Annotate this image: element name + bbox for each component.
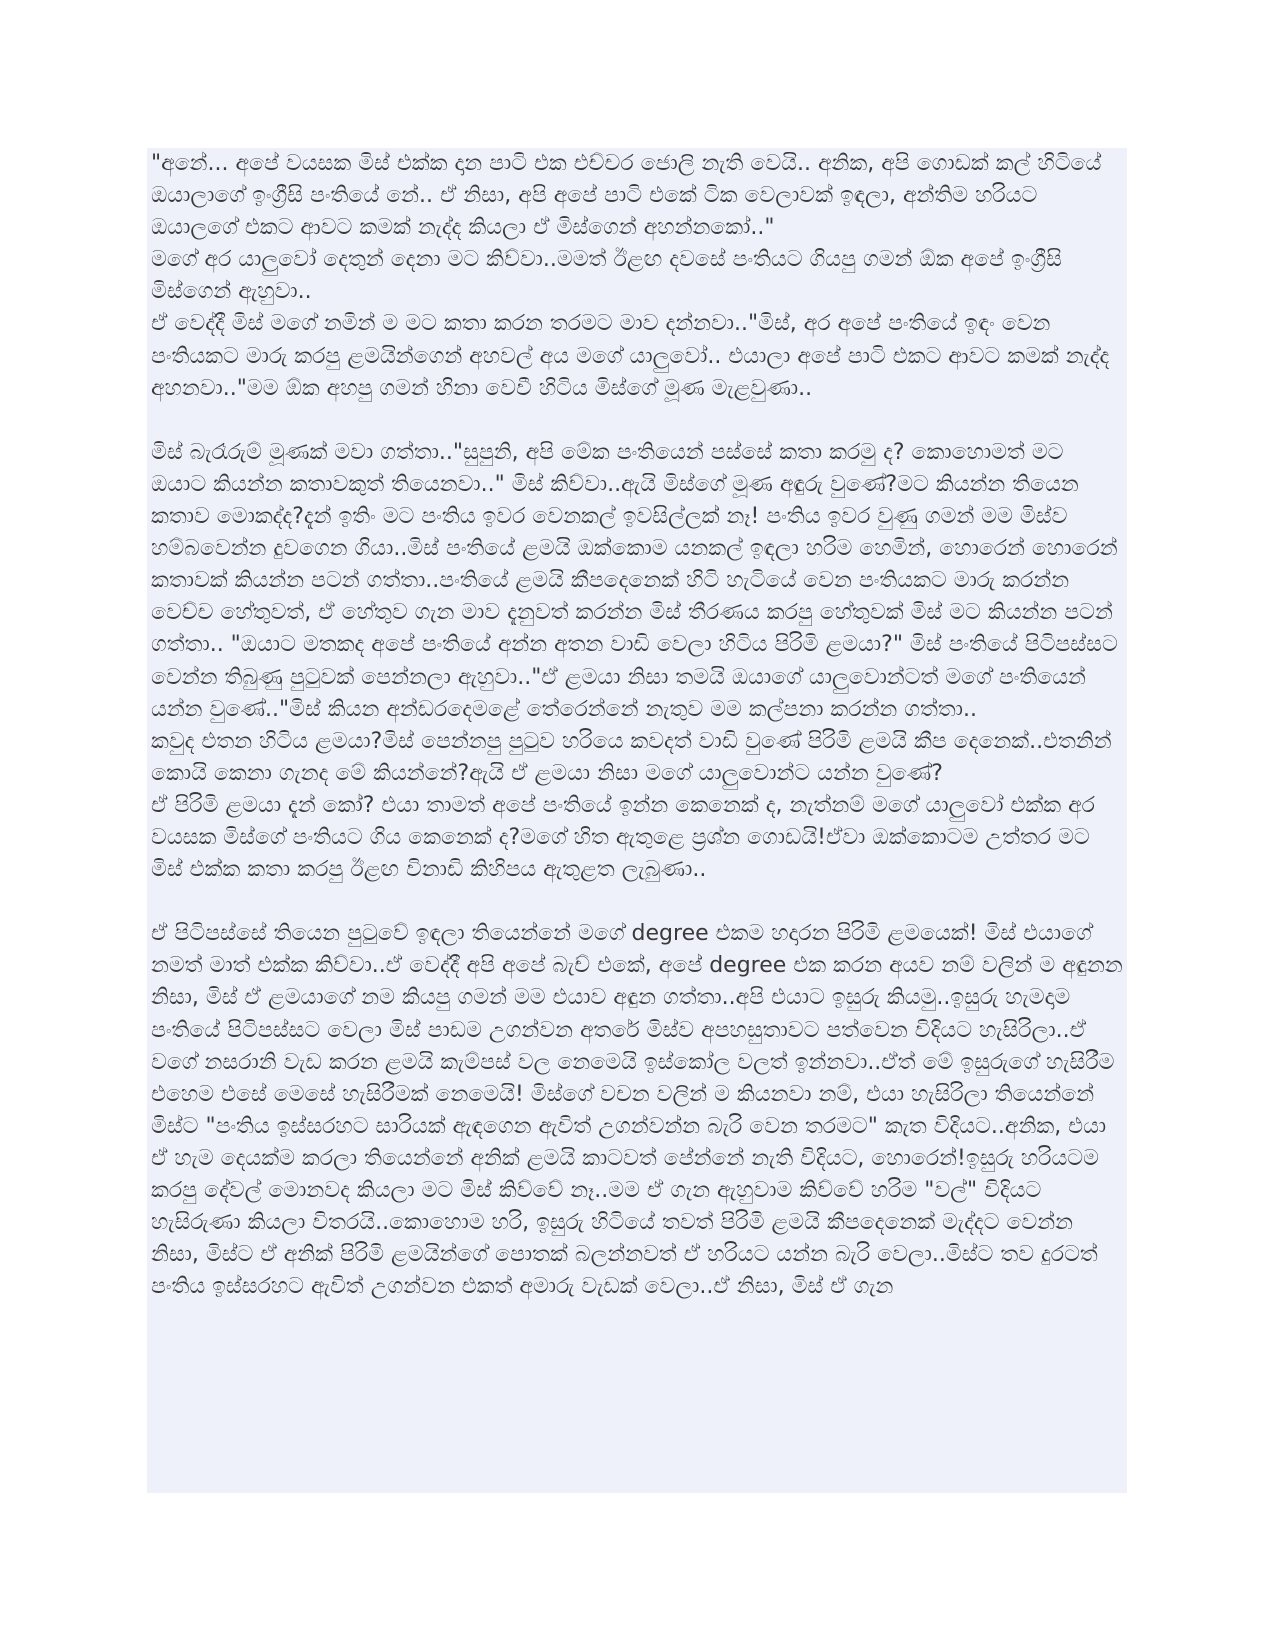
paragraph-7: ඒ පිටිපස්සේ තියෙන පුටුවේ ඉඳලා තියෙන්නේ මගේ degree එකම හදාරන පිරිමි ළමයෙක්! මිස් එයාගේ නමත් මාත් එක්ක කිව්වා..ඒ වෙද්දී අපි අපේ බැච් එකේ, අපේ degree එක කරන අයව නම් වලින් ම අඳුනන නිසා, මිස් ඒ ළමයාගේ නම කියපු ගමන් මම එයාව අඳුන ගත්තා..අපි එයාට ඉසුරු කියමු..ඉසුරු හැමදාම පංතියේ පිටිපස්සට වෙලා මිස් පාඩම උගන්වන අතරේ මිස්ව අපහසුතාවට පත්වෙන විදියට හැසිරිලා..ඒ වගේ නසරානි වැඩ කරන ළමයි කැම්පස් වල නෙමෙයි ඉස්කෝල වලත් ඉන්නවා..ඒත් මේ ඉසුරුගේ හැසිරීම එහෙම එසේ මෙසේ හැසිරීමක් නෙමෙයි! මිස්ගේ වචන වලින් ම කියනවා නම්, එයා හැසිරිලා තියෙන්නේ මිස්ට "පංතිය ඉස්සරහට සාරියක් ඇඳගෙන ඇවිත් උගන්වන්න බැරි වෙන තරමට" කැත විදියට..අනික, එයා ඒ හැම දෙයක්ම කරලා තියෙන්නේ අනික් ළමයි කාටවත් පේන්නේ නැති විදියට, හොරෙන්!ඉසුරු හරියටම කරපු දේවල් මොනවද කියලා මට මිස් කිව්වේ නෑ..මම ඒ ගැන ඇහුවාම කිව්වේ හරිම "වල්" විදියට හැසිරුණා කියලා විතරයි..කොහොම හරි, ඉසුරු හිටියේ තවත් පිරිමි ළමයි කීපදෙනෙක් මැද්දට වෙන්න නිසා, මිස්ට ඒ අනික් පිරිමි ළමයින්ගේ පොතක් බලන්නවත් ඒ හරියට යන්න බැරි වෙලා..මිස්ට තව දුරටත් පංතිය ඉස්සරහට ඇවිත් උගන්වන එකත් අමාරු වැඩක් වෙලා..ඒ නිසා, මිස් ඒ ගැන: [151, 921, 1123, 1300]
paragraph-break: [147, 886, 1127, 918]
paragraph-break: [147, 405, 1127, 437]
paragraph-1: "අනේ... අපේ වයසක මිස් එක්ක දාන පාටි එක එච්චර ජොලි නැති වෙයි.. අනික, අපි ගොඩක් කල් හිටියේ ඔයාලාගේ ඉංග්‍රීසි පංතියේ නේ.. ඒ නිසා, අපි අපේ පාටි එකේ ටික වෙලාවක් ඉඳලා, අන්තිම හරියට ඔයාලගේ එකට ආවට කමක් නැද්ද කියලා ඒ මිස්ගෙන් අහන්නකෝ..": [151, 151, 1102, 241]
highlighted-text-block: [147, 148, 1127, 1493]
paragraph-2: මගේ අර යාලුවෝ දෙතුන් දෙනා මට කිව්වා..මමත් ඊළඟ දවසේ පංතියට ගියපු ගමන් ඕක අපේ ඉංග්‍රීසි මිස්ගෙන් ඇහුවා..: [151, 247, 1062, 305]
paragraph-4: මිස් බැරෑරුම් මූණක් මවා ගත්තා.."සුපුනි, අපි මේක පංතියෙන් පස්සේ කතා කරමු ද? කොහොමත් මට ඔයාට කියන්න කතාවකුත් තියෙනවා.." මිස් කිව්වා..ඇයි මිස්ගේ මූණ අඳුරු වුණේ?මට කියන්න තියෙන කතාව මොකද්ද?දැන් ඉතිං මට පංතිය ඉවර වෙනකල් ඉවසිල්ලක් නෑ! පංතිය ඉවර වුණු ගමන් මම මිස්ව හම්බවෙන්න දුවගෙන ගියා..මිස් පංතියේ ළමයි ඔක්කොම යනකල් ඉඳලා හරිම හෙමින්, හොරෙන් හොරෙන් කතාවක් කියන්න පටන් ගත්තා..පංතියේ ළමයි කීපදෙනෙක් හිටි හැටියේ වෙන පංතියකට මාරු කරන්න වෙච්ච හේතුවත්, ඒ හේතුව ගැන මාව දැනුවත් කරන්න මිස් තීරණය කරපු හේතුවක් මිස් මට කියන්න පටන් ගත්තා.. "ඔයාට මතකද අපේ පංතියේ අන්න අතන වාඩි වෙලා හිටිය පිරිමි ළමයා?" මිස් පංතියේ පිටිපස්සට වෙන්න තිබුණු පුටුවක් පෙන්නලා ඇහුවා.."ඒ ළමයා නිසා තමයි ඔයාගේ යාලුවොන්ටත් මගේ පංතියෙන් යන්න වුණේ.."මිස් කියන අන්ඩරදෙමළේ තේරෙන්නේ නැතුව මම කල්පනා කරන්න ගත්තා..: [151, 439, 1118, 722]
paragraph-5: කවුද එතන හිටිය ළමයා?මිස් පෙන්නපු පුටුව හරියෙ කවදත් වාඩි වුණේ පිරිමි ළමයි කීප දෙනෙක්..එතනින් කොයි කෙනා ගැනද මේ කියන්නේ?ඇයි ඒ ළමයා නිසා මගේ යාලුවොන්ට යන්න වුණේ?: [151, 728, 1112, 786]
paragraph-6: ඒ පිරිමි ළමයා දැන් කෝ? එයා තාමත් අපේ පංතියේ ඉන්න කෙනෙක් ද, නැත්නම් මගේ යාලුවෝ එක්ක අර වයසක මිස්ගේ පංතියට ගිය කෙනෙක් ද?මගේ හිත ඇතුළෙ ප්‍රශ්න ගොඩයි!ඒවා ඔක්කොටම උත්තර මට මිස් එක්ක කතා කරපු ඊළඟ විනාඩි කිහිපය ඇතුළත ලැබුණා..: [151, 792, 1095, 883]
paragraph-3: ඒ වෙද්දී මිස් මගේ නමින් ම මට කතා කරන තරමට මාව දන්නවා.."මිස්, අර අපේ පංතියේ ඉඳං වෙන පංතියකට මාරු කරපු ළමයින්ගෙන් අහවල් අය මගේ යාලුවෝ.. එයාලා අපේ පාටි එකට ආවට කමක් නැද්ද අහනවා.."මම ඕක අහපු ගමන් හිනා වෙවී හිටිය මිස්ගේ මූණ මැළවුණා..: [151, 311, 1110, 401]
